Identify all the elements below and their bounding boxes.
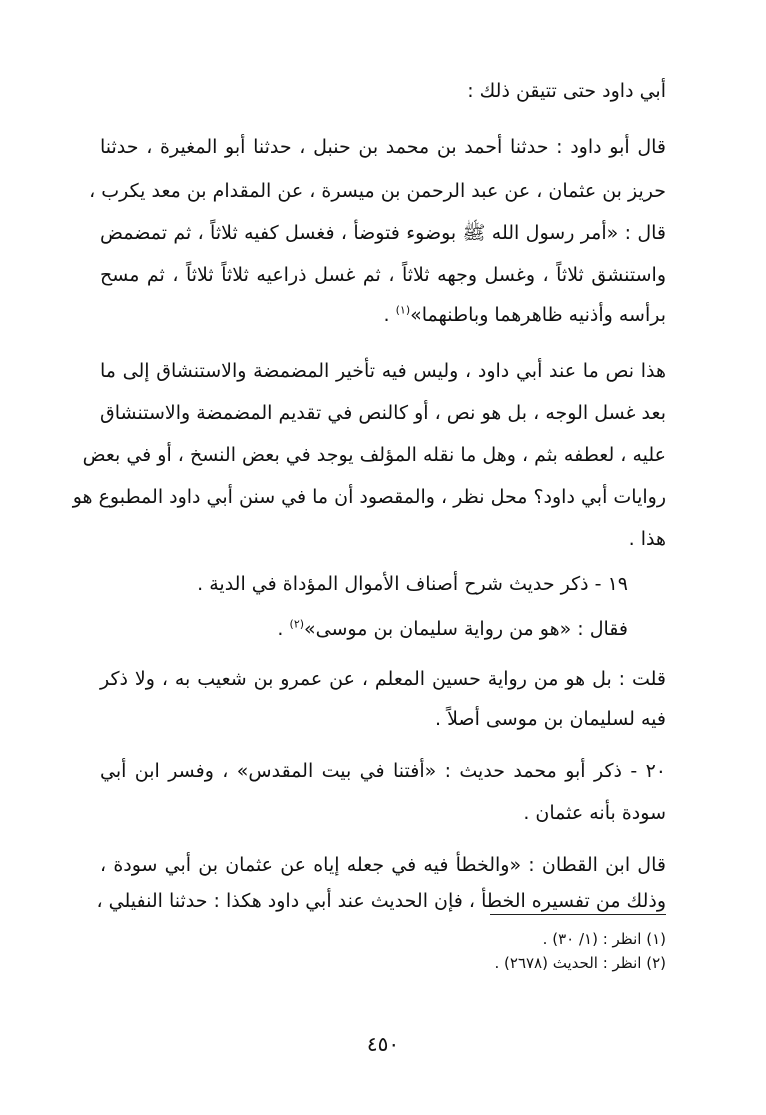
text-line: قال ابن القطان : «والخطأ فيه في جعله إياه عن عثمان بن أبي سودة ، (100, 854, 666, 876)
text-fragment: . (277, 618, 290, 640)
text-line: فيه لسليمان بن موسى أصلاً . (435, 708, 666, 730)
footnote: (٢) انظر : الحديث (٢٦٧٨) . (494, 954, 666, 972)
text-line: قال : «أمر رسول الله ﷺ بوضوء فتوضأ ، فغسل كفيه ثلاثاً ، ثم تمضمض (100, 222, 666, 244)
text-fragment: فقال : «هو من رواية سليمان بن موسى» (304, 618, 628, 640)
text-line: أبي داود حتى تتيقن ذلك : (467, 80, 666, 102)
text-line: ٢٠ - ذكر أبو محمد حديث : «أفتنا في بيت المقدس» ، وفسر ابن أبي (100, 760, 666, 782)
text-fragment: برأسه وأذنيه ظاهرهما وباطنهما» (410, 304, 666, 326)
text-line (100, 565, 666, 603)
footnote-marker: (٢) (289, 617, 305, 631)
text-line: قال أبو داود : حدثنا أحمد بن محمد بن حنبل ، حدثنا أبو المغيرة ، حدثنا (100, 136, 666, 158)
text-line: هذا . (628, 528, 666, 550)
text-fragment: . (383, 304, 396, 326)
text-line: بعد غسل الوجه ، بل هو نص ، أو كالنص في تقديم المضمضة والاستنشاق (100, 402, 666, 424)
text-line-with-footnote (100, 296, 666, 334)
text-line: عليه ، لعطفه بثم ، وهل ما نقله المؤلف يوجد في بعض النسخ ، أو في بعض (82, 444, 666, 466)
text-line: قلت : بل هو من رواية حسين المعلم ، عن عمرو بن شعيب به ، ولا ذكر (100, 668, 666, 690)
footnote-divider (490, 914, 666, 915)
footnote-marker: (١) (395, 303, 411, 317)
text-line: واستنشق ثلاثاً ، وغسل وجهه ثلاثاً ، ثم غسل ذراعيه ثلاثاً ثلاثاً ، ثم مسح (100, 264, 666, 286)
text-line: سودة بأنه عثمان . (523, 802, 666, 824)
section-heading: ١٩ - ذكر حديث شرح أصناف الأموال المؤداة في الدية . (197, 573, 628, 595)
page-number: ٤٥٠ (366, 1032, 400, 1056)
text-line: هذا نص ما عند أبي داود ، وليس فيه تأخير المضمضة والاستنشاق إلى ما (100, 360, 666, 382)
text-line: وذلك من تفسيره الخطأ ، فإن الحديث عند أبي داود هكذا : حدثنا النفيلي ، (96, 890, 666, 912)
text-line: روايات أبي داود؟ محل نظر ، والمقصود أن ما في سنن أبي داود المطبوع هو (72, 486, 666, 508)
footnote: (١) انظر : (١/ ٣٠) . (542, 930, 666, 948)
text-line-with-footnote (100, 610, 666, 648)
text-line: حريز بن عثمان ، عن عبد الرحمن بن ميسرة ، عن المقدام بن معد يكرب ، (89, 180, 666, 202)
